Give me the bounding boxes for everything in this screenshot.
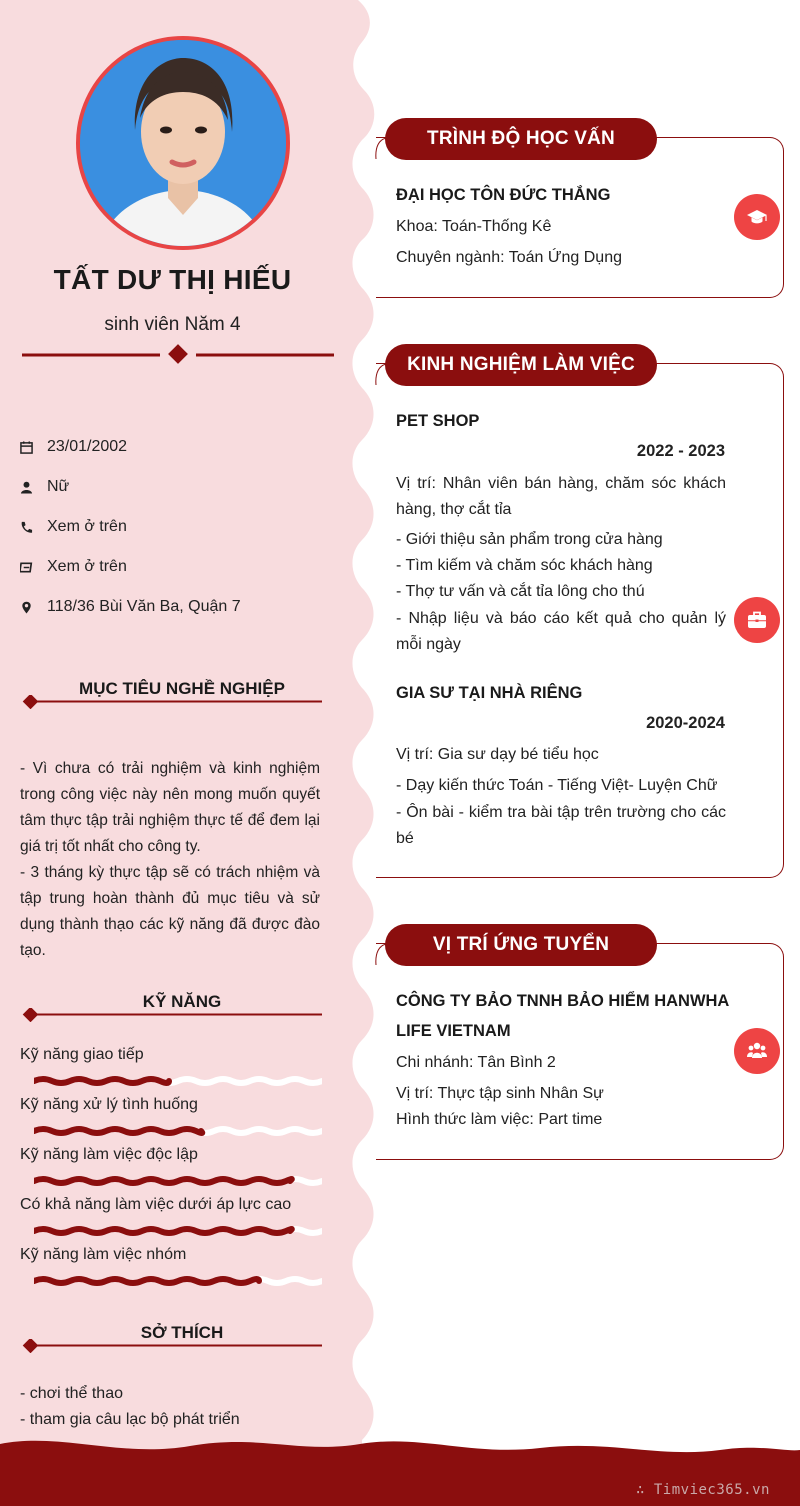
hobbies-underline <box>22 1339 322 1353</box>
skill-name: Kỹ năng làm việc độc lập <box>20 1146 198 1163</box>
education-faculty: Khoa: Toán-Thống Kê <box>396 218 552 235</box>
hobby-item: - chơi thể thao <box>20 1385 123 1402</box>
job-period: 2020-2024 <box>646 714 725 732</box>
skill-level-bar <box>34 1124 322 1138</box>
job-period: 2022 - 2023 <box>636 442 725 460</box>
applying-tab: VỊ TRÍ ỨNG TUYỂN <box>385 924 657 966</box>
name-divider <box>22 344 334 366</box>
email-icon <box>20 561 33 574</box>
contact-phone <box>20 515 340 539</box>
phone-icon <box>20 521 33 534</box>
experience-icon-badge <box>734 597 780 643</box>
user-icon <box>20 481 33 494</box>
applying-icon-badge <box>734 1028 780 1074</box>
briefcase-icon <box>746 609 768 631</box>
skill-bar-fill <box>34 1129 202 1133</box>
applying-company-line2: LIFE VIETNAM <box>396 1022 511 1040</box>
profile-role: sinh viên Năm 4 <box>104 314 241 335</box>
contact-text: 118/36 Bùi Văn Ba, Quận 7 <box>47 598 241 615</box>
contact-email <box>20 555 340 579</box>
applying-company-line1: CÔNG TY BẢO TNNH BẢO HIỂM HANWHA <box>396 992 730 1010</box>
skill-name: Kỹ năng giao tiếp <box>20 1046 144 1063</box>
goal-underline <box>22 695 322 709</box>
graduation-cap-icon <box>746 206 768 228</box>
job-duty: - Dạy kiến thức Toán - Tiếng Việt- Luyện Chữ <box>396 777 718 794</box>
applying-branch: Chi nhánh: Tân Bình 2 <box>396 1054 556 1071</box>
contact-text: Xem ở trên <box>47 558 127 575</box>
brand-watermark: ∴ Timviec365.vn <box>636 1482 770 1498</box>
goal-line: - Vì chưa có trải nghiệm và kinh nghiệm trong công việc này nên mong muốn quyết tâm thực tập trải nghiệm thực tế để đem lại giá trị tốt nhất cho công ty. <box>20 760 320 855</box>
skill-level-bar <box>34 1174 322 1188</box>
job-duty: - Nhập liệu và báo cáo kết quả cho quản lý mỗi ngày <box>396 610 726 653</box>
skills-section-header <box>22 992 322 1022</box>
experience-tab: KINH NGHIỆM LÀM VIỆC <box>385 344 657 386</box>
skill-level-bar <box>34 1224 322 1238</box>
contact-text: 23/01/2002 <box>47 438 128 455</box>
hobbies-section-header <box>22 1323 322 1353</box>
goal-text <box>20 756 320 964</box>
hobbies-title: SỞ THÍCH <box>140 1323 224 1342</box>
job-duty: - Giới thiệu sản phẩm trong cửa hàng <box>396 531 663 548</box>
profile-photo <box>76 36 290 250</box>
skill-level-bar <box>34 1274 322 1288</box>
skills-underline <box>22 1008 322 1022</box>
calendar-icon <box>20 441 33 454</box>
education-icon-badge <box>734 194 780 240</box>
contact-gender <box>20 475 340 499</box>
skill-level-bar <box>34 1074 322 1088</box>
contact-birthday <box>20 435 340 459</box>
goal-section-header <box>22 679 322 709</box>
job-duty: - Thợ tư vấn và cắt tỉa lông cho thú <box>396 583 645 600</box>
applying-position: Vị trí: Thực tập sinh Nhân Sự <box>396 1085 604 1102</box>
skill-bar-fill <box>34 1279 259 1283</box>
location-icon <box>20 601 33 614</box>
job-duty: - Tìm kiếm và chăm sóc khách hàng <box>396 557 653 574</box>
job-company: GIA SƯ TẠI NHÀ RIÊNG <box>396 684 583 702</box>
contact-text: Nữ <box>47 478 70 495</box>
contact-address <box>20 595 340 619</box>
contact-text: Xem ở trên <box>47 518 127 535</box>
goal-title: MỤC TIÊU NGHỀ NGHIỆP <box>79 679 285 698</box>
education-major: Chuyên ngành: Toán Ứng Dụng <box>396 249 622 266</box>
job-duty: - Ôn bài - kiểm tra bài tập trên trường cho các bé <box>396 804 726 847</box>
applying-work-type: Hình thức làm việc: Part time <box>396 1111 603 1128</box>
profile-name: TẤT DƯ THỊ HIẾU <box>53 264 292 295</box>
skill-name: Kỹ năng xử lý tình huống <box>20 1096 198 1113</box>
goal-line: - 3 tháng kỳ thực tập sẽ có trách nhiệm và tập trung hoàn thành đủ mục tiêu và sử dụng thành thạo các kỹ năng đã được đào tạo. <box>20 864 320 959</box>
hobby-item: - tham gia câu lạc bộ phát triển <box>20 1411 240 1428</box>
education-school: ĐẠI HỌC TÔN ĐỨC THẮNG <box>396 186 611 204</box>
team-icon <box>746 1040 768 1062</box>
education-tab: TRÌNH ĐỘ HỌC VẤN <box>385 118 657 160</box>
skill-name: Kỹ năng làm việc nhóm <box>20 1246 187 1263</box>
skill-bar-fill <box>34 1179 292 1183</box>
job-position: Vị trí: Gia sư dạy bé tiểu học <box>396 746 599 763</box>
skill-name: Có khả năng làm việc dưới áp lực cao <box>20 1196 292 1213</box>
job-company: PET SHOP <box>396 412 480 430</box>
skill-bar-fill <box>34 1229 292 1233</box>
skill-bar-fill <box>34 1079 169 1083</box>
job-position: Vị trí: Nhân viên bán hàng, chăm sóc khách hàng, thợ cắt tỉa <box>396 475 726 518</box>
skills-title: KỸ NĂNG <box>142 992 222 1011</box>
portrait-illustration <box>80 40 286 246</box>
